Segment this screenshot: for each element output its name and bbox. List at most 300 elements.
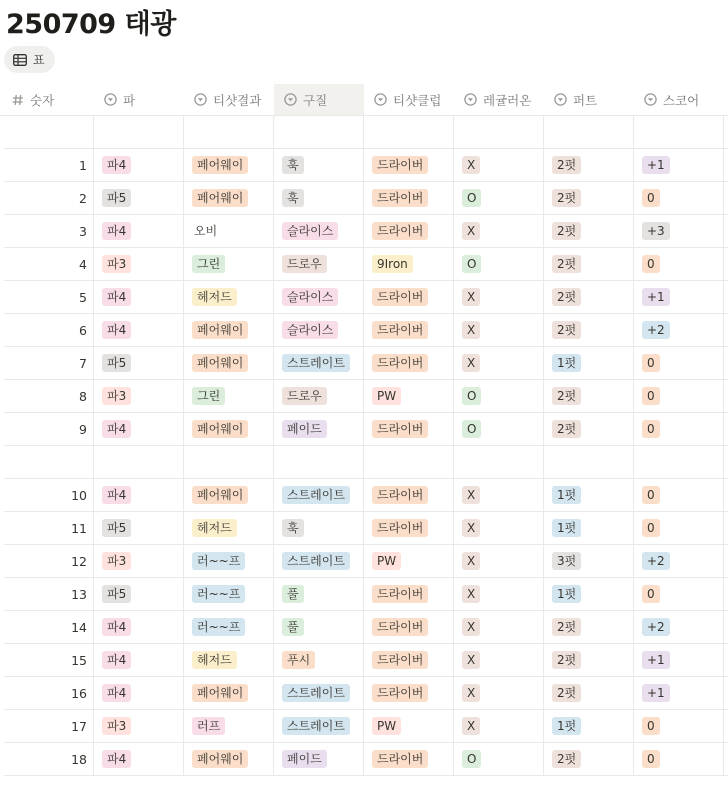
cell-club[interactable] — [364, 182, 454, 214]
cell-shape[interactable] — [274, 347, 364, 379]
cell-par[interactable] — [94, 446, 184, 478]
select-tag: 러~~프 — [192, 585, 245, 603]
cell-num[interactable] — [4, 248, 94, 280]
cell-score[interactable] — [634, 743, 724, 775]
select-tag: 파4 — [102, 618, 131, 636]
table-row[interactable] — [4, 215, 728, 248]
select-tag: 2펏 — [552, 684, 581, 702]
cell-shape[interactable] — [274, 611, 364, 643]
select-tag: O — [462, 420, 481, 438]
cell-par[interactable] — [94, 182, 184, 214]
cell-score[interactable] — [634, 347, 724, 379]
select-tag: 2펏 — [552, 255, 581, 273]
cell-tee[interactable] — [184, 677, 274, 709]
cell-tee[interactable] — [184, 545, 274, 577]
cell-num[interactable] — [4, 314, 94, 346]
select-tag: PW — [372, 717, 401, 735]
cell-score[interactable] — [634, 281, 724, 313]
column-header-num[interactable] — [0, 84, 94, 115]
cell-score[interactable] — [634, 710, 724, 742]
cell-par[interactable] — [94, 380, 184, 412]
cell-tee[interactable] — [184, 281, 274, 313]
cell-par[interactable] — [94, 314, 184, 346]
cell-putt[interactable] — [544, 215, 634, 247]
cell-reg[interactable] — [454, 512, 544, 544]
select-tag: 드라이버 — [372, 156, 428, 174]
cell-par[interactable] — [94, 248, 184, 280]
select-tag: 풀 — [282, 585, 304, 603]
cell-num[interactable] — [4, 512, 94, 544]
cell-num[interactable] — [4, 281, 94, 313]
cell-reg[interactable] — [454, 248, 544, 280]
select-tag: 2펏 — [552, 651, 581, 669]
row-number: 1 — [79, 157, 87, 173]
select-tag: 슬라이스 — [282, 321, 338, 339]
cell-club[interactable] — [364, 611, 454, 643]
cell-par[interactable] — [94, 710, 184, 742]
cell-club[interactable] — [364, 710, 454, 742]
view-tab-label: 표 — [33, 53, 45, 67]
cell-par[interactable] — [94, 611, 184, 643]
cell-reg[interactable] — [454, 215, 544, 247]
cell-club[interactable] — [364, 215, 454, 247]
cell-shape[interactable] — [274, 116, 364, 148]
table-row[interactable] — [4, 182, 728, 215]
cell-reg[interactable] — [454, 545, 544, 577]
cell-score[interactable] — [634, 413, 724, 445]
cell-par[interactable] — [94, 347, 184, 379]
cell-shape[interactable] — [274, 578, 364, 610]
column-header-label: 레귤러온 — [483, 92, 532, 108]
select-tag: 페어웨이 — [192, 486, 248, 504]
table-row[interactable] — [4, 281, 728, 314]
cell-par[interactable] — [94, 479, 184, 511]
select-tag: 드로우 — [282, 387, 327, 405]
select-tag: X — [462, 684, 480, 702]
select-tag: +2 — [642, 552, 670, 570]
cell-tee[interactable] — [184, 182, 274, 214]
cell-tee[interactable] — [184, 512, 274, 544]
cell-putt[interactable] — [544, 644, 634, 676]
cell-shape[interactable] — [274, 446, 364, 478]
row-number: 17 — [71, 718, 87, 734]
select-tag: 파4 — [102, 156, 131, 174]
column-header-par[interactable] — [94, 84, 184, 115]
cell-club[interactable] — [364, 116, 454, 148]
column-header-label: 숫자 — [30, 92, 55, 108]
select-tag: 2펏 — [552, 222, 581, 240]
cell-reg[interactable] — [454, 479, 544, 511]
column-header-label: 파 — [123, 92, 136, 108]
select-tag: 파4 — [102, 651, 131, 669]
cell-num[interactable] — [4, 413, 94, 445]
select-tag: 0 — [642, 255, 660, 273]
cell-club[interactable] — [364, 743, 454, 775]
row-number: 10 — [71, 487, 87, 503]
cell-tee[interactable] — [184, 380, 274, 412]
cell-putt[interactable] — [544, 413, 634, 445]
cell-club[interactable] — [364, 512, 454, 544]
select-tag: 스트레이트 — [282, 486, 350, 504]
select-tag: 드라이버 — [372, 651, 428, 669]
cell-reg[interactable] — [454, 116, 544, 148]
cell-num[interactable] — [4, 215, 94, 247]
select-tag: +3 — [642, 222, 670, 240]
select-tag: 0 — [642, 585, 660, 603]
cell-par[interactable] — [94, 743, 184, 775]
select-tag: 훅 — [282, 156, 304, 174]
cell-score[interactable] — [634, 182, 724, 214]
cell-reg[interactable] — [454, 644, 544, 676]
cell-shape[interactable] — [274, 644, 364, 676]
cell-par[interactable] — [94, 149, 184, 181]
cell-tee[interactable] — [184, 578, 274, 610]
cell-club[interactable] — [364, 479, 454, 511]
table-row[interactable] — [4, 644, 728, 677]
column-header-score[interactable] — [634, 84, 724, 115]
select-tag: PW — [372, 387, 401, 405]
select-icon — [104, 93, 117, 106]
select-tag: 2펏 — [552, 750, 581, 768]
cell-putt[interactable] — [544, 743, 634, 775]
column-header-label: 스코어 — [663, 92, 700, 108]
cell-par[interactable] — [94, 545, 184, 577]
cell-putt[interactable] — [544, 512, 634, 544]
cell-num[interactable] — [4, 347, 94, 379]
cell-reg[interactable] — [454, 446, 544, 478]
select-tag: 드라이버 — [372, 321, 428, 339]
cell-tee[interactable] — [184, 743, 274, 775]
cell-num[interactable] — [4, 446, 94, 478]
cell-score[interactable] — [634, 545, 724, 577]
select-tag: 러~~프 — [192, 618, 245, 636]
select-tag: 파3 — [102, 717, 131, 735]
cell-par[interactable] — [94, 215, 184, 247]
row-number: 15 — [71, 652, 87, 668]
cell-club[interactable] — [364, 314, 454, 346]
row-number: 8 — [79, 388, 87, 404]
cell-score[interactable] — [634, 149, 724, 181]
table-row[interactable] — [4, 743, 728, 776]
select-tag: 파4 — [102, 420, 131, 438]
cell-tee[interactable] — [184, 248, 274, 280]
hash-icon — [12, 94, 24, 106]
cell-putt[interactable] — [544, 545, 634, 577]
cell-score[interactable] — [634, 116, 724, 148]
cell-club[interactable] — [364, 281, 454, 313]
select-tag: 2펏 — [552, 618, 581, 636]
table-icon — [13, 54, 27, 66]
select-tag: X — [462, 519, 480, 537]
select-tag: 그린 — [192, 255, 225, 273]
cell-putt[interactable] — [544, 347, 634, 379]
table-row[interactable] — [4, 545, 728, 578]
empty-row[interactable] — [4, 116, 728, 149]
table-row[interactable] — [4, 413, 728, 446]
cell-putt[interactable] — [544, 149, 634, 181]
cell-par[interactable] — [94, 281, 184, 313]
select-tag: 페어웨이 — [192, 750, 248, 768]
select-tag: +2 — [642, 618, 670, 636]
cell-reg[interactable] — [454, 611, 544, 643]
view-tab-table[interactable] — [4, 46, 55, 73]
cell-num[interactable] — [4, 182, 94, 214]
cell-tee[interactable] — [184, 314, 274, 346]
cell-club[interactable] — [364, 545, 454, 577]
cell-shape[interactable] — [274, 149, 364, 181]
cell-tee[interactable] — [184, 710, 274, 742]
select-tag: 드라이버 — [372, 354, 428, 372]
table-row[interactable] — [4, 578, 728, 611]
cell-num[interactable] — [4, 578, 94, 610]
cell-shape[interactable] — [274, 182, 364, 214]
cell-putt[interactable] — [544, 611, 634, 643]
cell-score[interactable] — [634, 677, 724, 709]
select-tag: 드라이버 — [372, 222, 428, 240]
select-tag: 페어웨이 — [192, 156, 248, 174]
cell-num[interactable] — [4, 677, 94, 709]
select-tag: 스트레이트 — [282, 684, 350, 702]
select-tag: 그린 — [192, 387, 225, 405]
cell-shape[interactable] — [274, 380, 364, 412]
cell-tee[interactable] — [184, 347, 274, 379]
select-tag: +2 — [642, 321, 670, 339]
select-tag: 파4 — [102, 222, 131, 240]
select-tag: 드라이버 — [372, 585, 428, 603]
select-tag: 파4 — [102, 321, 131, 339]
column-header-putt[interactable] — [544, 84, 634, 115]
select-tag: 파5 — [102, 519, 131, 537]
cell-reg[interactable] — [454, 677, 544, 709]
row-number: 18 — [71, 751, 87, 767]
cell-reg[interactable] — [454, 380, 544, 412]
select-tag: 9Iron — [372, 255, 413, 273]
row-number: 13 — [71, 586, 87, 602]
cell-shape[interactable] — [274, 413, 364, 445]
select-tag: 드라이버 — [372, 486, 428, 504]
cell-num[interactable] — [4, 710, 94, 742]
cell-score[interactable] — [634, 611, 724, 643]
select-tag: 3펏 — [552, 552, 581, 570]
cell-reg[interactable] — [454, 710, 544, 742]
cell-club[interactable] — [364, 413, 454, 445]
cell-tee[interactable] — [184, 116, 274, 148]
select-tag: O — [462, 189, 481, 207]
select-tag: 드라이버 — [372, 288, 428, 306]
cell-score[interactable] — [634, 578, 724, 610]
select-tag: 2펏 — [552, 156, 581, 174]
cell-num[interactable] — [4, 545, 94, 577]
cell-shape[interactable] — [274, 314, 364, 346]
row-number: 2 — [79, 190, 87, 206]
table-row[interactable] — [4, 314, 728, 347]
cell-putt[interactable] — [544, 446, 634, 478]
cell-score[interactable] — [634, 512, 724, 544]
select-tag: 0 — [642, 519, 660, 537]
cell-club[interactable] — [364, 347, 454, 379]
select-tag: 1펏 — [552, 486, 581, 504]
select-tag: O — [462, 387, 481, 405]
cell-par[interactable] — [94, 116, 184, 148]
column-header-club[interactable] — [364, 84, 454, 115]
select-tag: 파4 — [102, 684, 131, 702]
cell-par[interactable] — [94, 644, 184, 676]
select-tag: 드라이버 — [372, 420, 428, 438]
cell-score[interactable] — [634, 644, 724, 676]
cell-putt[interactable] — [544, 116, 634, 148]
cell-club[interactable] — [364, 446, 454, 478]
cell-score[interactable] — [634, 380, 724, 412]
cell-reg[interactable] — [454, 149, 544, 181]
cell-putt[interactable] — [544, 710, 634, 742]
cell-putt[interactable] — [544, 248, 634, 280]
cell-tee[interactable] — [184, 149, 274, 181]
select-tag: X — [462, 717, 480, 735]
cell-num[interactable] — [4, 149, 94, 181]
select-tag: 스트레이트 — [282, 354, 350, 372]
select-tag: 파3 — [102, 387, 131, 405]
cell-num[interactable] — [4, 380, 94, 412]
select-tag: 러~~프 — [192, 552, 245, 570]
empty-row[interactable] — [4, 446, 728, 479]
cell-putt[interactable] — [544, 578, 634, 610]
cell-shape[interactable] — [274, 710, 364, 742]
select-tag: 페어웨이 — [192, 321, 248, 339]
cell-score[interactable] — [634, 446, 724, 478]
cell-tee[interactable] — [184, 479, 274, 511]
select-tag: X — [462, 552, 480, 570]
cell-reg[interactable] — [454, 743, 544, 775]
column-header-label: 구질 — [303, 92, 328, 108]
cell-score[interactable] — [634, 314, 724, 346]
cell-par[interactable] — [94, 677, 184, 709]
select-tag: 드라이버 — [372, 519, 428, 537]
cell-putt[interactable] — [544, 314, 634, 346]
select-tag: 2펏 — [552, 288, 581, 306]
cell-tee[interactable] — [184, 413, 274, 445]
select-tag: 페어웨이 — [192, 420, 248, 438]
table-row[interactable] — [4, 479, 728, 512]
table-row[interactable] — [4, 512, 728, 545]
select-tag: 1펏 — [552, 717, 581, 735]
select-tag: 파5 — [102, 585, 131, 603]
table-row[interactable] — [4, 149, 728, 182]
table-row[interactable] — [4, 677, 728, 710]
cell-score[interactable] — [634, 248, 724, 280]
cell-num[interactable] — [4, 116, 94, 148]
cell-num[interactable] — [4, 743, 94, 775]
cell-shape[interactable] — [274, 545, 364, 577]
select-tag: 헤저드 — [192, 519, 237, 537]
cell-club[interactable] — [364, 677, 454, 709]
cell-tee[interactable] — [184, 215, 274, 247]
cell-shape[interactable] — [274, 677, 364, 709]
select-tag: 드라이버 — [372, 618, 428, 636]
select-tag: 2펏 — [552, 189, 581, 207]
cell-num[interactable] — [4, 479, 94, 511]
select-tag: +1 — [642, 156, 670, 174]
select-tag: 2펏 — [552, 321, 581, 339]
select-tag: 0 — [642, 750, 660, 768]
cell-num[interactable] — [4, 644, 94, 676]
select-tag: 0 — [642, 717, 660, 735]
row-number: 11 — [71, 520, 87, 536]
select-tag: 훅 — [282, 189, 304, 207]
table-header — [0, 84, 728, 116]
cell-shape[interactable] — [274, 248, 364, 280]
row-number: 16 — [71, 685, 87, 701]
cell-putt[interactable] — [544, 281, 634, 313]
select-tag: 2펏 — [552, 420, 581, 438]
cell-shape[interactable] — [274, 479, 364, 511]
cell-score[interactable] — [634, 479, 724, 511]
select-tag: 1펏 — [552, 585, 581, 603]
table-body — [0, 116, 728, 776]
row-number: 7 — [79, 355, 87, 371]
cell-putt[interactable] — [544, 182, 634, 214]
table-row[interactable] — [4, 611, 728, 644]
row-number: 12 — [71, 553, 87, 569]
select-icon — [374, 93, 387, 106]
cell-shape[interactable] — [274, 512, 364, 544]
cell-par[interactable] — [94, 578, 184, 610]
cell-num[interactable] — [4, 611, 94, 643]
cell-club[interactable] — [364, 644, 454, 676]
column-header-shape[interactable] — [274, 84, 364, 115]
column-header-reg[interactable] — [454, 84, 544, 115]
cell-putt[interactable] — [544, 677, 634, 709]
cell-club[interactable] — [364, 248, 454, 280]
column-header-tee[interactable] — [184, 84, 274, 115]
select-tag: X — [462, 585, 480, 603]
select-tag: 0 — [642, 189, 660, 207]
select-tag: 0 — [642, 387, 660, 405]
select-tag: O — [462, 255, 481, 273]
column-header-label: 티샷결과 — [213, 92, 262, 108]
cell-tee[interactable] — [184, 446, 274, 478]
cell-club[interactable] — [364, 149, 454, 181]
cell-reg[interactable] — [454, 413, 544, 445]
select-tag: 파3 — [102, 255, 131, 273]
cell-reg[interactable] — [454, 281, 544, 313]
cell-reg[interactable] — [454, 578, 544, 610]
cell-putt[interactable] — [544, 380, 634, 412]
cell-reg[interactable] — [454, 182, 544, 214]
cell-putt[interactable] — [544, 479, 634, 511]
cell-shape[interactable] — [274, 281, 364, 313]
select-tag: 푸시 — [282, 651, 315, 669]
table-row[interactable] — [4, 347, 728, 380]
select-tag: 드라이버 — [372, 750, 428, 768]
select-tag: X — [462, 354, 480, 372]
cell-score[interactable] — [634, 215, 724, 247]
table-row[interactable] — [4, 248, 728, 281]
cell-reg[interactable] — [454, 347, 544, 379]
cell-par[interactable] — [94, 512, 184, 544]
table-row[interactable] — [4, 710, 728, 743]
cell-club[interactable] — [364, 578, 454, 610]
cell-shape[interactable] — [274, 215, 364, 247]
cell-reg[interactable] — [454, 314, 544, 346]
cell-tee[interactable] — [184, 644, 274, 676]
table-row[interactable] — [4, 380, 728, 413]
select-tag: 헤저드 — [192, 288, 237, 306]
cell-tee[interactable] — [184, 611, 274, 643]
cell-club[interactable] — [364, 380, 454, 412]
select-tag: X — [462, 288, 480, 306]
cell-par[interactable] — [94, 413, 184, 445]
cell-shape[interactable] — [274, 743, 364, 775]
